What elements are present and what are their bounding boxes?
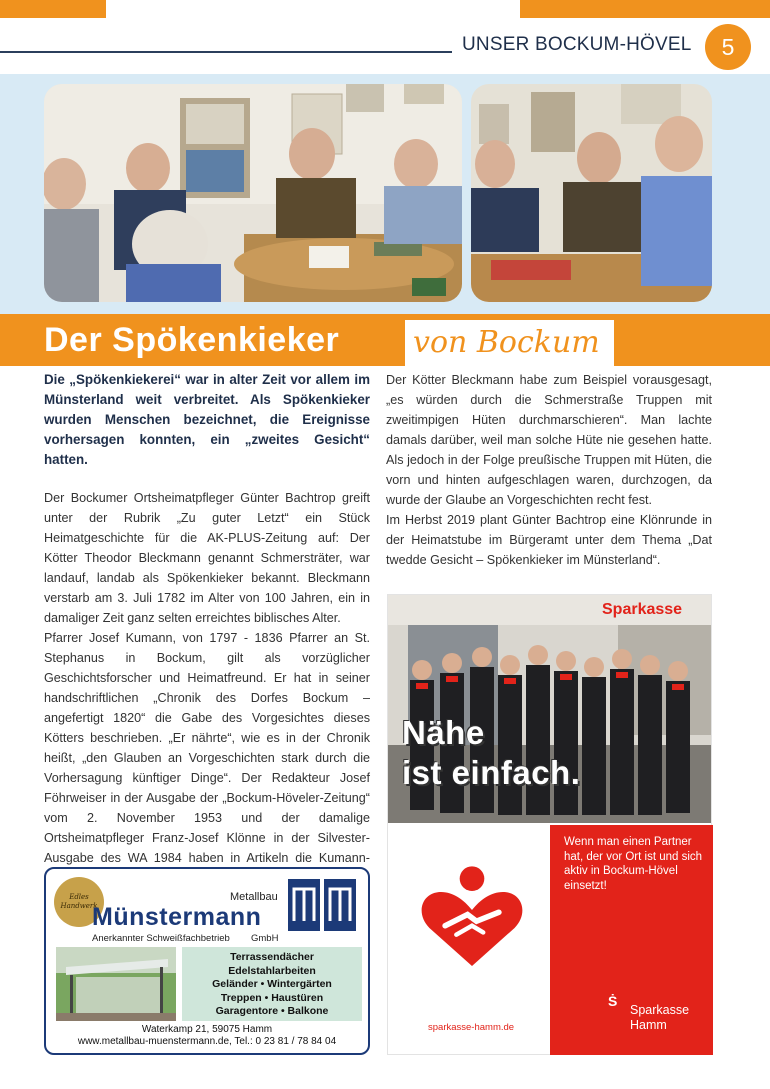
meeting-photo-left <box>44 84 462 302</box>
article-paragraph: Der Bockumer Ortsheimatpfleger Günter Bachtrop greift unter der Rubrik „Zu guter Letzt“ ein Stück Heimatgeschichte für die AK-PLUS-Zeitung auf: Der Kötter Theodor Bleckmann genannt Schmersträter, war landauf, landab als Spökenkieker bekannt. Bleckmann verstarb am 3. Juli 1782 im Alter von 100 Jahren, ein in damaliger Zeit ganz selten erreichtes biblisches Alter. <box>44 491 370 625</box>
article-column-right <box>386 370 712 570</box>
headline-script: von Bockum <box>405 320 614 366</box>
service-item: Treppen • Haustüren <box>220 991 324 1004</box>
service-item: Garagentore • Balkone <box>215 1005 329 1017</box>
top-accent-left <box>0 0 106 18</box>
metallbau-label: Metallbau <box>230 891 278 903</box>
address-line: Waterkamp 21, 59075 Hamm <box>141 1024 273 1035</box>
sparkasse-claim: Wenn man einen Partner hat, der vor Ort ist und sich aktiv in Bockum-Hövel einsetzt! <box>564 836 703 892</box>
service-item: Terrassendächer <box>230 951 314 963</box>
brand-line: Sparkasse <box>630 1003 690 1017</box>
sparkasse-url[interactable]: sparkasse-hamm.de <box>428 1022 515 1033</box>
company-legal-form: GmbH <box>251 933 279 944</box>
contact-line[interactable]: www.metallbau-muenstermann.de, Tel.: 0 23 81 / 78 84 04 <box>77 1036 337 1047</box>
header-rule <box>0 51 452 53</box>
meeting-photo-right <box>471 84 712 302</box>
slogan-line: Nähe <box>402 714 485 751</box>
sparkasse-ad[interactable] <box>387 594 712 1055</box>
service-item: Edelstahlarbeiten <box>228 964 316 977</box>
service-item: Geländer • Wintergärten <box>212 978 332 990</box>
page-number: 5 <box>705 24 751 70</box>
company-address <box>46 1024 368 1048</box>
article-lead: Die „Spökenkiekerei“ war in alter Zeit vor allem im Münsterland weit verbreitet. Als Spökenkieker wurden Menschen bezeichnet, die Ereignisse vorhersagen konnten, ein „zweites Gesicht“ hatten. <box>44 372 370 467</box>
article-paragraph: Pfarrer Josef Kumann, von 1797 - 1836 Pfarrer an St. Stephanus in Bockum, gilt als vorzüglicher Geschichtsforscher und Heimatfreund. Er hat in seiner handschriftlichen „Chronik des Dorfes Bockum – angefertigt 1820“ die Gabe des Vorgesichtes dieses Kötters beschrieben. „Er nährte“, wie es in der Chronik heißt, „den Glauben an Vorgeschichten stark durch die Vorhersagung künftiger Dinge“. Der Redakteur Josef Föhrweiser in der Ausgabe der „Bockum-Höveler-Zeitung“ vom 2. November 1953 und der damalige Ortsheimatpfleger Franz-Josef Klönne in der Silvester-Ausgabe des WA 1984 haben in Artikeln die Kumann- <box>44 631 370 865</box>
top-accent-right <box>520 0 770 18</box>
section-title: UNSER BOCKUM-HÖVEL <box>462 34 692 55</box>
quality-badge: Edles Handwerk <box>54 877 104 927</box>
sparkasse-slogan <box>402 713 580 793</box>
headline-main: Der Spökenkieker <box>44 321 340 359</box>
article-paragraph: Der Kötter Bleckmann habe zum Beispiel vorausgesagt, „es würden durch die Schmerstraße Truppen mit zweitimpigen Hüten durchmarschieren“. Man lachte damals darüber, weil man solche Hüte nie gesehen hatte. Als jedoch in der Folge preußische Truppen mit Hüten, die vorn und hinten aufgeschlagen waren, durchzogen, da wurde der Glaube an Vorgeschichten recht fest. <box>386 373 712 507</box>
article-paragraph: Im Herbst 2019 plant Günter Bachtrop eine Klönrunde in der Heimatstube im Bürgeramt unter dem Thema „Dat twedde Gesicht – Spökenkieker im Münsterland“. <box>386 513 712 567</box>
company-logo-icon <box>286 875 358 935</box>
heart-handshake-icon <box>416 863 528 975</box>
brand-line: Hamm <box>630 1018 667 1032</box>
article-column-left <box>44 370 370 888</box>
sparkasse-sign: Sparkasse <box>602 601 683 618</box>
terrace-roof-photo <box>56 947 176 1021</box>
company-name: Münstermann <box>92 903 262 931</box>
sparkasse-s-icon: Ṡ <box>608 993 618 1009</box>
sparkasse-brand <box>630 1003 689 1033</box>
metallbau-ad[interactable] <box>44 867 370 1055</box>
company-subtitle: Anerkannter Schweißfachbetrieb <box>92 933 230 944</box>
slogan-line: ist einfach. <box>402 754 581 791</box>
services-box <box>182 947 362 1021</box>
